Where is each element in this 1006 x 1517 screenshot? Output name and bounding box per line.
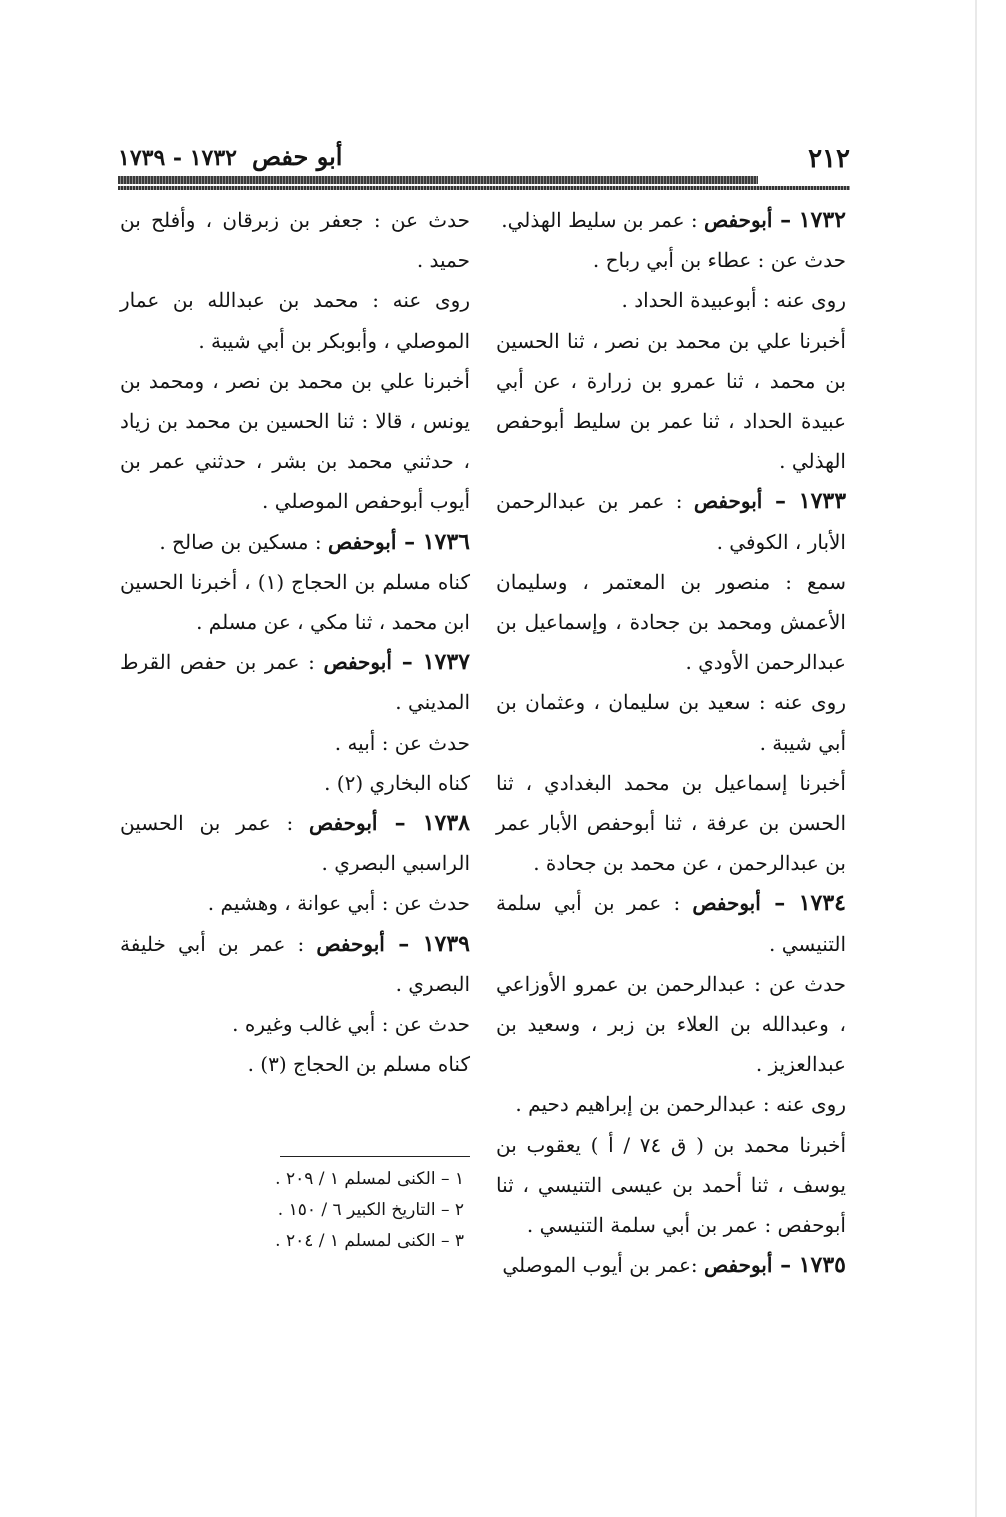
text-paragraph: كناه مسلم بن الحجاج (٣) . [247,1052,470,1077]
entry-kunya: أبوحفص [693,489,763,514]
right-column [496,200,846,1285]
entry-number: ١٧٣٧ [422,649,470,676]
entry-number: ١٧٣٩ [422,930,470,957]
biography-entry [496,481,846,561]
text-paragraph: أخبرنا إسماعيل بن محمد البغدادي ، ثنا الحسن بن عرفة ، ثنا أبوحفص الأبار عمر بن عبدالرحمن ، عن محمد بن جحادة . [496,770,846,876]
entry-fullname: : عمر بن أبي خليفة البصري . [120,931,470,996]
page-number: ٢١٢ [808,144,850,174]
entry-fullname: : عمر بن حفص القرط المديني . [120,650,470,715]
entry-dash: – [772,1252,799,1279]
biography-entry [120,642,470,722]
text-paragraph: حدث عن : عبدالرحمن بن عمرو الأوزاعي ، وعبدالله بن العلاء بن زبر ، وسعيد بن عبدالعزيز . [496,971,846,1077]
entry-fullname: : عمر بن أبي سلمة التنيسي . [496,891,846,956]
text-paragraph: سمع : منصور بن المعتمر ، وسليمان الأعمش ومحمد بن جحادة ، وإسماعيل بن عبدالرحمن الأودي . [496,569,846,675]
text-paragraph: أخبرنا علي بن محمد بن نصر ، ثنا الحسين بن محمد ، ثنا عمرو بن زرارة ، عن أبي عبيدة الحداد ، ثنا عمر بن سليط أبوحفص الهذلي . [496,328,846,474]
text-paragraph: روى عنه : أبوعبيدة الحداد . [621,288,846,313]
text-paragraph: روى عنه : محمد بن عبدالله بن عمار الموصلي ، وأبوبكر بن أبي شيبة . [120,288,470,353]
entry-fullname: : عمر بن الحسين الراسبي البصري . [120,811,470,876]
entry-number: ١٧٣٥ [798,1252,846,1279]
running-title [118,142,342,171]
entry-fullname: :عمر بن أيوب الموصلي [502,1253,704,1278]
left-column [120,200,470,1084]
text-paragraph: حدث عن : أبيه . [334,730,470,755]
biography-entry [496,883,846,963]
footnote-rule [280,1156,470,1157]
entry-dash: – [391,649,423,676]
text-paragraph: روى عنه : عبدالرحمن بن إبراهيم دحيم . [515,1092,846,1117]
text-paragraph: كناه مسلم بن الحجاج (١) ، أخبرنا الحسين ابن محمد ، ثنا مكي ، عن مسلم . [120,569,470,635]
biography-entry [120,803,470,883]
running-title-name: أبو حفص [251,142,343,171]
text-paragraph: حدث عن : عطاء بن أبي رباح . [592,248,846,273]
entry-number: ١٧٣٢ [798,207,846,233]
text-paragraph: حدث عن : جعفر بن زبرقان ، وأفلح بن حميد . [120,208,470,273]
footnote-item: ٣ – الكنى لمسلم ١ / ٢٠٤ . [275,1231,464,1251]
entry-kunya: أبوحفص [703,208,773,232]
entry-number: ١٧٣٨ [422,810,470,837]
footnote-list [124,1164,464,1257]
biography-entry [496,1245,846,1285]
entry-kunya: أبوحفص [692,891,761,916]
entry-dash: – [760,890,799,917]
entry-kunya: أبوحفص [316,931,385,956]
biography-entry [496,200,846,240]
entry-number: ١٧٣٦ [422,528,470,555]
footnote-item: ١ – الكنى لمسلم ١ / ٢٠٩ . [275,1169,464,1189]
header-rule-thin [118,186,850,190]
entry-dash: – [384,930,423,957]
footnote-item: ٢ – التاريخ الكبير ٦ / ١٥٠ . [277,1200,464,1220]
entry-kunya: أبوحفص [323,650,392,675]
entry-fullname: : عمر بن سليط الهذلي. [501,208,704,232]
text-paragraph: أخبرنا علي بن محمد بن نصر ، ومحمد بن يونس ، قالا : ثنا الحسين بن محمد بن زياد ، حدثني محمد بن بشر ، حدثني عمر بن أيوب أبوحفص الموصلي . [120,368,470,514]
biography-entry [120,522,470,562]
text-paragraph: كناه البخاري (٢) . [324,770,470,795]
running-title-range: ١٧٣٢ - ١٧٣٩ [118,145,237,171]
entry-kunya: أبوحفص [327,529,397,554]
entry-dash: – [377,810,423,837]
scan-edge [975,0,977,1517]
entry-dash: – [396,528,423,555]
header-rule-thick [118,176,758,184]
entry-number: ١٧٣٤ [798,890,846,917]
text-paragraph: حدث عن : أبي عوانة ، وهشيم . [207,891,470,916]
text-paragraph: روى عنه : سعيد بن سليمان ، وعثمان بن أبي شيبة . [496,690,846,755]
entry-fullname: : عمر بن عبدالرحمن الأبار ، الكوفي . [496,489,846,554]
entry-number: ١٧٣٣ [798,488,847,515]
entry-dash: – [762,488,799,515]
biography-entry [120,924,470,1004]
page-header [118,138,850,188]
entry-kunya: أبوحفص [703,1253,773,1278]
entry-fullname: : مسكين بن صالح . [159,529,328,554]
entry-dash: – [772,207,799,233]
entry-kunya: أبوحفص [309,811,378,836]
text-paragraph: أخبرنا محمد بن ( ق ٧٤ / أ ) يعقوب بن يوسف ، ثنا أحمد بن عيسى التنيسي ، ثنا أبوحفص : عمر بن أبي سلمة التنيسي . [496,1132,847,1238]
text-paragraph: حدث عن : أبي غالب وغيره . [232,1012,470,1037]
